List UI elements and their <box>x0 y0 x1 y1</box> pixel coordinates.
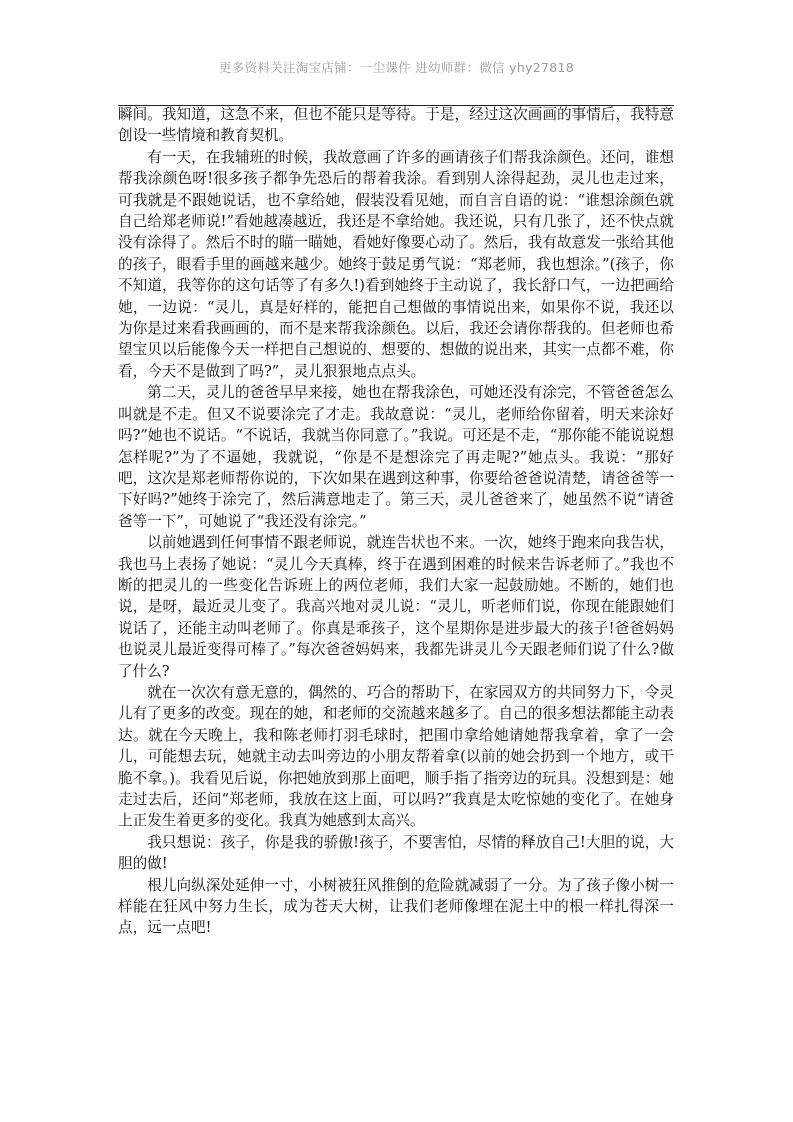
paragraph: 以前她遇到任何事情不跟老师说，就连告状也不来。一次，她终于跑来向我告状，我也马上表扬了她说：“灵儿今天真棒，终于在遇到困难的时候来告诉老师了。”我也不断的把灵儿的一些变化告诉班上的两位老师，我们大家一起鼓励她。不断的，她们也说，是呀，最近灵儿变了。我高兴地对灵儿说：“灵儿，听老师们说，你现在能跟她们说话了，还能主动叫老师了。你真是乖孩子，这个星期你是进步最大的孩子!爸爸妈妈也说灵儿最近变得可棒了。”每次爸爸妈妈来，我都先讲灵儿今天跟老师们说了什么?做了什么? <box>118 534 674 680</box>
paragraph: 第二天，灵儿的爸爸早早来接，她也在帮我涂色，可她还没有涂完，不管爸爸怎么叫就是不走。但又不说要涂完了才走。我故意说：“灵儿，老师给你留着，明天来涂好吗?”她也不说话。“不说话，我就当你同意了。”我说。可还是不走，“那你能不能说说想怎样呢?”为了不逼她，我就说，“你是不是想涂完了再走呢?”她点头。我说：“那好吧，这次是郑老师帮你说的，下次如果在遇到这种事，你要给爸爸说清楚，请爸爸等一下好吗?”她终于涂完了，然后满意地走了。第三天，灵儿爸爸来了，她虽然不说“请爸爸等一下”，可她说了“我还没有涂完。” <box>118 384 674 530</box>
paragraph: 就在一次次有意无意的，偶然的、巧合的帮助下，在家园双方的共同努力下，令灵儿有了更多的改变。现在的她，和老师的交流越来越多了。自己的很多想法都能主动表达。就在今天晚上，我和陈老师打羽毛球时，把围巾拿给她请她帮我拿着，拿了一会儿，可能想去玩，她就主动去叫旁边的小朋友帮着拿(以前的她会扔到一个地方，或干脆不拿。)。我看见后说，你把她放到那上面吧，顺手指了指旁边的玩具。没想到是：她走过去后，还问“郑老师，我放在这上面，可以吗?”我真是太吃惊她的变化了。在她身上正发生着更多的变化。我真为她感到太高兴。 <box>118 683 674 830</box>
paragraph: 根儿向纵深处延伸一寸，小树被狂风推倒的危险就减弱了一分。为了孩子像小树一样能在狂风中努力生长，成为苍天大树，让我们老师像埋在泥土中的根一样扎得深一点，远一点吧! <box>118 876 674 937</box>
paragraph: 我只想说：孩子，你是我的骄傲!孩子，不要害怕，尽情的释放自己!大胆的说，大胆的做! <box>118 833 674 873</box>
document-body <box>118 104 674 939</box>
paragraph: 瞬间。我知道，这急不来，但也不能只是等待。于是，经过这次画画的事情后，我特意创设一些情境和教育契机。 <box>118 106 674 145</box>
paragraph: 有一天，在我辅班的时候，我故意画了许多的画请孩子们帮我涂颜色。还问，谁想帮我涂颜色呀!很多孩子都争先恐后的帮着我涂。看到别人涂得起劲，灵儿也走过来，可我就是不跟她说话，也不拿给她，假装没看见她，而自言自语的说：“谁想涂颜色就自己给郑老师说!”看她越凑越近，我还是不拿给她。我还说，只有几张了，还不快点就没有涂得了。然后不时的瞄一瞄她，看她好像要心动了。然后，我有故意发一张给其他的孩子，眼看手里的画越来越少。她终于鼓足勇气说：“郑老师，我也想涂。”(孩子，你不知道，我等你的这句话等了有多久!)看到她终于主动说了，我长舒口气，一边把画给她，一边说：“灵儿，真是好样的，能把自己想做的事情说出来，如果你不说，我还以为你是过来看我画画的，而不是来帮我涂颜色。以后，我还会请你帮我的。但老师也希望宝贝以后能像今天一样把自己想说的、想要的、想做的说出来，其实一点都不难，你看，今天不是做到了吗?”，灵儿狠狠地点点头。 <box>118 148 674 380</box>
header-watermark: 更多资料关注淘宝店铺：一尘课件 进幼师群：微信 yhy27818 <box>218 60 575 75</box>
